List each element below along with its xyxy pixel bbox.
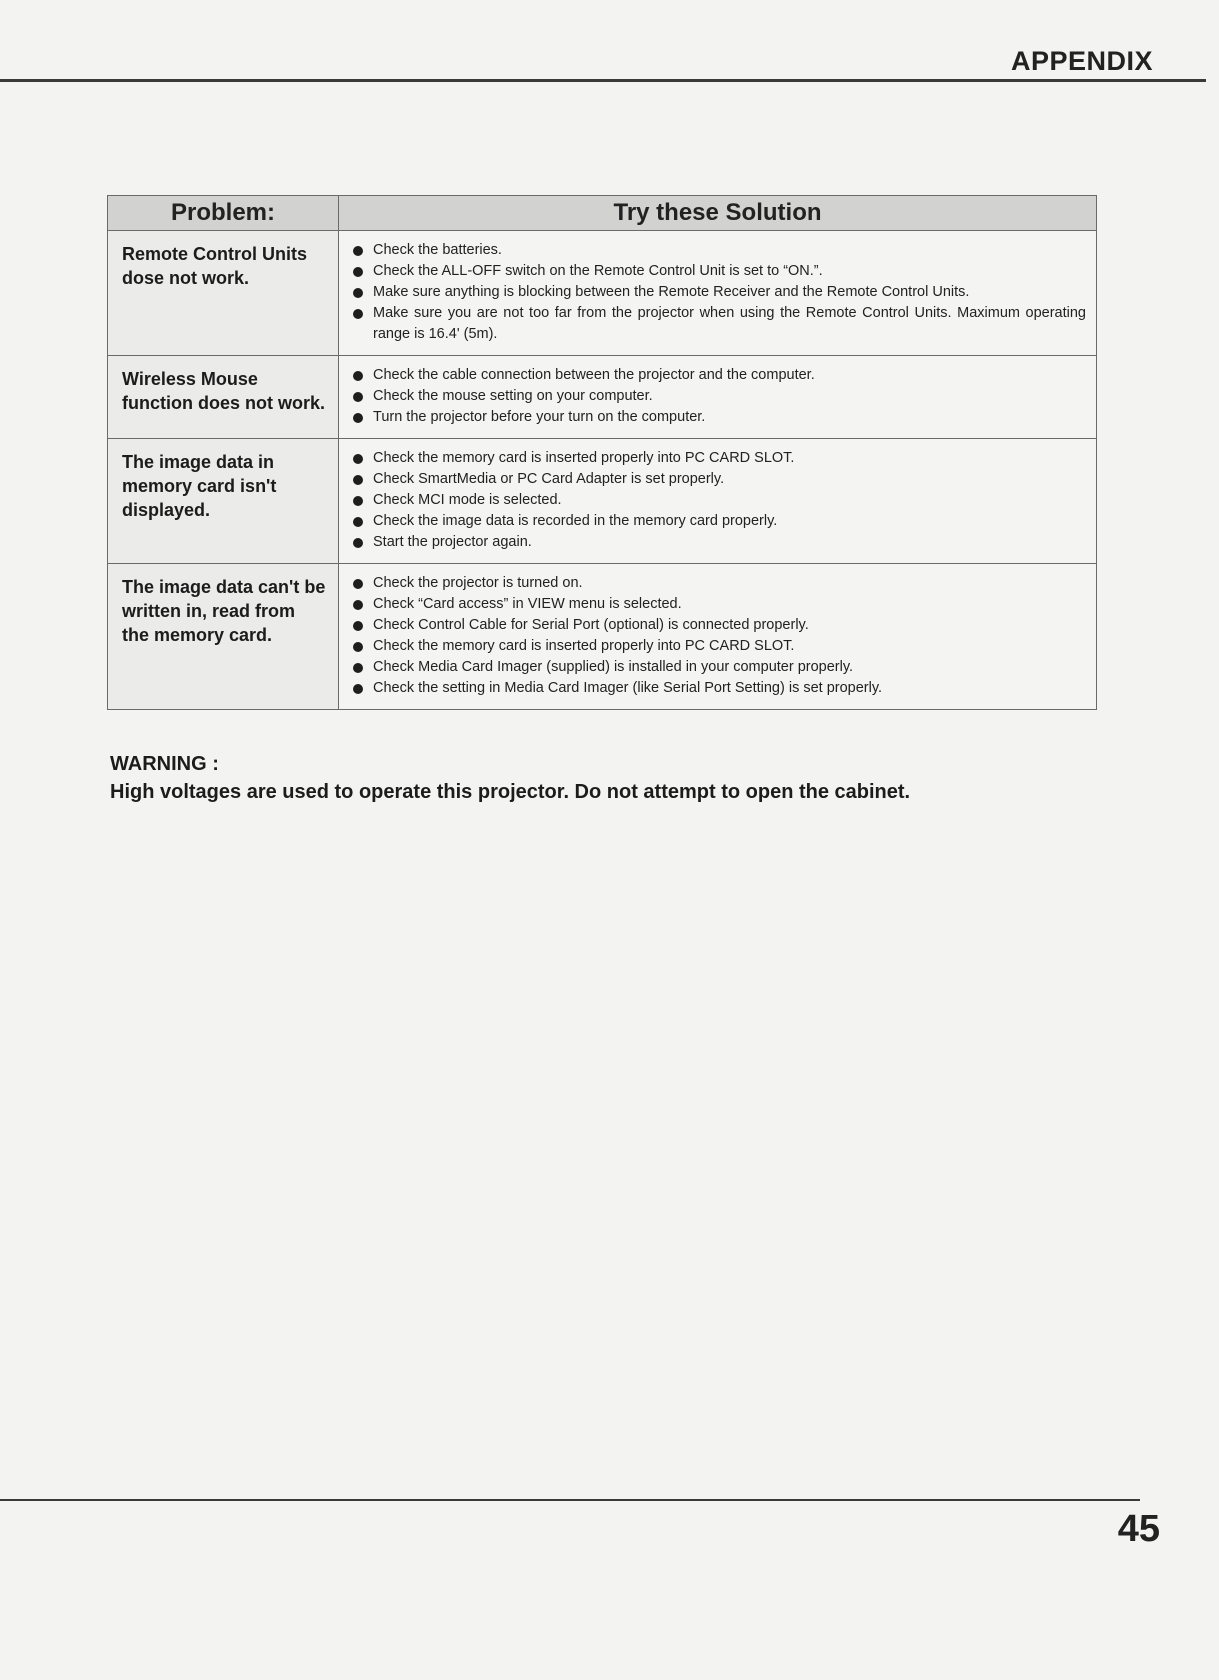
problem-cell: Wireless Mouse function does not work. [108,356,339,439]
solution-cell [339,356,1097,439]
page-number: 45 [1117,1508,1160,1550]
solution-item: Turn the projector before your turn on the computer. [353,407,1086,428]
table-row [108,356,1097,439]
solution-list [353,365,1086,428]
warning-block [110,750,910,806]
bullet-icon [353,413,363,423]
bullet-icon [353,496,363,506]
solution-item: Check the setting in Media Card Imager (like Serial Port Setting) is set properly. [353,678,1086,699]
table-row [108,231,1097,356]
solution-list [353,448,1086,553]
problem-cell: The image data in memory card isn't displayed. [108,439,339,564]
bullet-icon [353,309,363,319]
bullet-icon [353,600,363,610]
solution-item: Check the cable connection between the projector and the computer. [353,365,1086,386]
solution-list [353,240,1086,345]
solution-item: Make sure anything is blocking between the Remote Receiver and the Remote Control Units. [353,282,1086,303]
solution-cell [339,439,1097,564]
solution-item: Check “Card access” in VIEW menu is selected. [353,594,1086,615]
solution-item: Check the projector is turned on. [353,573,1086,594]
table-row [108,564,1097,710]
solution-item: Make sure you are not too far from the projector when using the Remote Control Units. Maximum operating range is 16.4' (5m). [353,303,1086,345]
solution-item: Check Control Cable for Serial Port (optional) is connected properly. [353,615,1086,636]
troubleshooting-table [107,195,1097,710]
bullet-icon [353,579,363,589]
column-header-solution: Try these Solution [339,196,1097,231]
solution-item: Check Media Card Imager (supplied) is installed in your computer properly. [353,657,1086,678]
solution-item: Check MCI mode is selected. [353,490,1086,511]
solution-item: Check the image data is recorded in the memory card properly. [353,511,1086,532]
solution-item: Start the projector again. [353,532,1086,553]
bullet-icon [353,642,363,652]
bullet-icon [353,392,363,402]
bullet-icon [353,684,363,694]
footer-divider [0,1499,1140,1501]
solution-item: Check SmartMedia or PC Card Adapter is set properly. [353,469,1086,490]
solution-list [353,573,1086,699]
bullet-icon [353,267,363,277]
bullet-icon [353,288,363,298]
bullet-icon [353,475,363,485]
bullet-icon [353,621,363,631]
table-row [108,439,1097,564]
bullet-icon [353,246,363,256]
section-title: APPENDIX [1010,46,1153,76]
bullet-icon [353,538,363,548]
solution-item: Check the mouse setting on your computer. [353,386,1086,407]
bullet-icon [353,454,363,464]
solution-item: Check the memory card is inserted properly into PC CARD SLOT. [353,448,1086,469]
solution-cell [339,231,1097,356]
solution-item: Check the ALL-OFF switch on the Remote Control Unit is set to “ON.”. [353,261,1086,282]
solution-item: Check the batteries. [353,240,1086,261]
bullet-icon [353,371,363,381]
table-header-row [108,196,1097,231]
solution-cell [339,564,1097,710]
header-divider [0,79,1206,82]
bullet-icon [353,517,363,527]
warning-label: WARNING : [110,753,219,775]
problem-cell: The image data can't be written in, read from the memory card. [108,564,339,710]
column-header-problem: Problem: [108,196,339,231]
problem-cell: Remote Control Units dose not work. [108,231,339,356]
warning-text: High voltages are used to operate this projector. Do not attempt to open the cabinet. [110,781,911,803]
bullet-icon [353,663,363,673]
solution-item: Check the memory card is inserted properly into PC CARD SLOT. [353,636,1086,657]
